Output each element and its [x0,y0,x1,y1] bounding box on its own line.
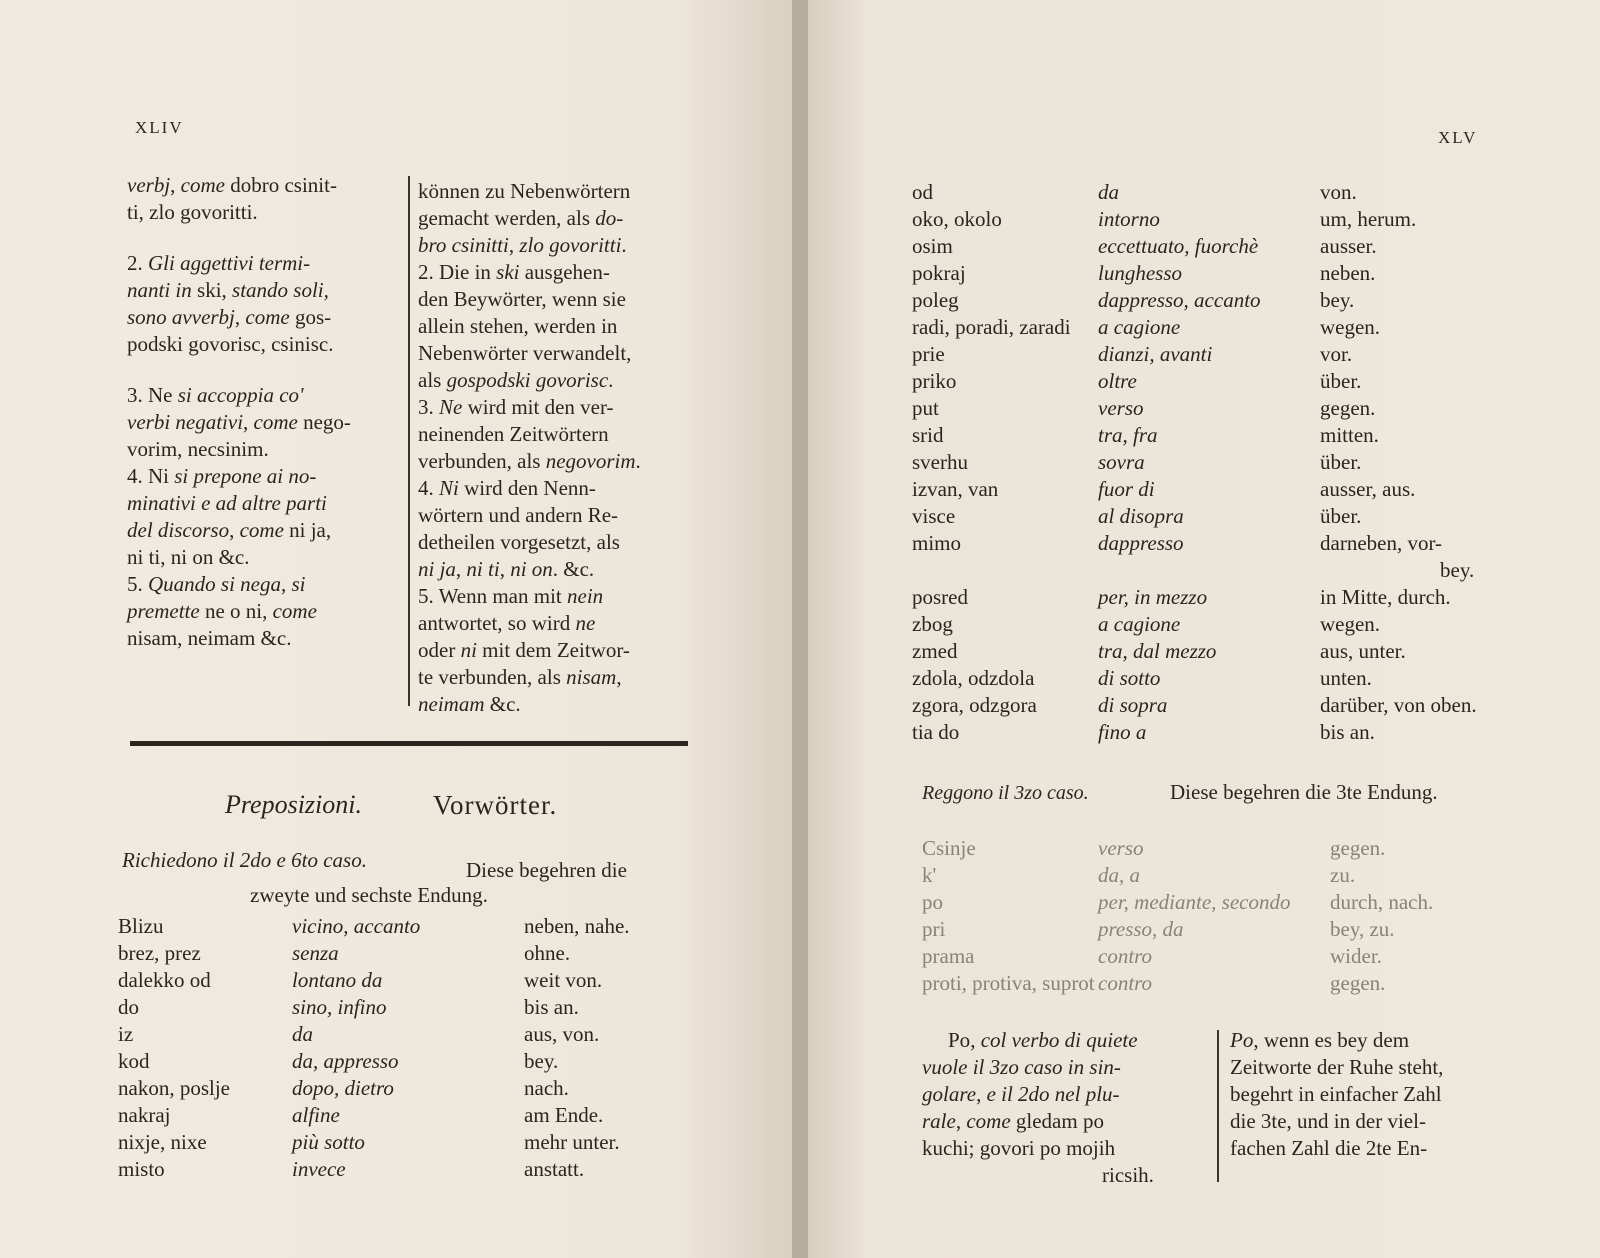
preposition-row [922,836,1512,863]
italian-gloss: vicino, accanto [292,914,421,938]
italian-gloss: intorno [1098,207,1160,231]
italian-gloss: alfine [292,1103,340,1127]
case3-note-italian: Reggono il 3zo caso. [922,782,1089,804]
german-gloss: gegen. [1330,836,1386,860]
german-gloss: um, herum. [1320,207,1417,231]
po-note-italian: Po, col verbo di quiete vuole il 3zo caso in sin- golare, e il 2do nel plu- rale, come gledam po kuchi; govori po mojih ricsih. [922,1028,1154,1187]
german-gloss: über. [1320,369,1362,393]
preposition-row [118,968,658,995]
italian-gloss: di sopra [1098,693,1168,717]
preposition-row [118,1049,658,1076]
italian-gloss: verso [1098,396,1144,420]
italian-gloss: da, a [1098,863,1140,887]
german-gloss: am Ende. [524,1103,604,1127]
preposition-row [922,917,1512,944]
croatian-term: posred [912,585,968,609]
german-gloss: aus, unter. [1320,639,1406,663]
italian-gloss: dopo, dietro [292,1076,394,1100]
preposition-row [912,531,1502,558]
case3-note-german: Diese begehren die 3te Endung. [1170,780,1438,804]
italian-gloss: tra, fra [1098,423,1158,447]
case-note-german-1: Diese begehren die [466,858,627,882]
croatian-term: prama [922,944,975,968]
italian-paragraph: 3. Ne si accoppia co' verbi negativi, come nego- vorim, necsinim. [127,383,351,461]
croatian-term: Blizu [118,914,164,938]
italian-gloss: al disopra [1098,504,1184,528]
german-gloss: darneben, vor- [1320,531,1443,555]
preposition-row [118,1022,658,1049]
german-gloss: wegen. [1320,612,1381,636]
croatian-term: zdola, odzdola [912,666,1035,690]
croatian-term: sverhu [912,450,968,474]
italian-gloss: da [1098,180,1119,204]
italian-paragraph: 5. Quando si nega, si premette ne o ni, come nisam, neimam &c. [127,572,317,650]
italian-gloss: senza [292,941,339,965]
german-gloss: bey. [1320,288,1355,312]
italian-gloss: tra, dal mezzo [1098,639,1217,663]
german-gloss: bis an. [524,995,579,1019]
italian-gloss: invece [292,1157,346,1181]
croatian-term: zmed [912,639,958,663]
preposition-row [118,914,658,941]
left-page-number: XLIV [135,118,184,137]
italian-gloss: per, in mezzo [1098,585,1208,609]
section-title-italian: Preposizioni. [225,790,362,819]
croatian-term: pri [922,917,946,941]
italian-gloss: dappresso [1098,531,1184,555]
croatian-term: prie [912,342,945,366]
prepositions-table-right [912,180,1502,747]
preposition-row [912,558,1502,585]
case-note-german-2: zweyte und sechste Endung. [250,883,488,907]
german-gloss: vor. [1320,342,1353,366]
croatian-term: po [922,890,943,914]
german-paragraph: 4. Ni wird den Nenn- wörtern und andern Re- detheilen vorgesetzt, als ni ja, ni ti, ni on. &c. [418,476,620,581]
croatian-term: put [912,396,939,420]
italian-gloss: per, mediante, secondo [1098,890,1291,914]
preposition-row [118,1103,658,1130]
preposition-row [118,1130,658,1157]
italian-gloss: contro [1098,944,1153,968]
prepositions-3rd-case-table [922,836,1512,998]
german-gloss: aus, von. [524,1022,600,1046]
preposition-row [912,342,1502,369]
croatian-term: osim [912,234,953,258]
column-divider [408,176,410,706]
book-gutter [792,0,808,1258]
italian-gloss: sino, infino [292,995,387,1019]
preposition-row [912,504,1502,531]
preposition-row [912,423,1502,450]
preposition-row [118,995,658,1022]
preposition-row [912,720,1502,747]
paragraph-gap [127,358,399,382]
croatian-term: nakraj [118,1103,171,1127]
italian-gloss: sovra [1098,450,1145,474]
italian-gloss: lontano da [292,968,383,992]
case-note-italian: Richiedono il 2do e 6to caso. [122,848,367,872]
croatian-term: brez, prez [118,941,201,965]
german-gloss: zu. [1330,863,1356,887]
preposition-row [922,944,1512,971]
italian-gloss: lunghesso [1098,261,1182,285]
croatian-term: iz [118,1022,134,1046]
preposition-row [912,585,1502,612]
german-gloss: unten. [1320,666,1372,690]
croatian-term: dalekko od [118,968,211,992]
german-gloss: darüber, von oben. [1320,693,1477,717]
german-gloss: weit von. [524,968,603,992]
preposition-row [912,261,1502,288]
italian-notes-column [127,172,399,652]
italian-paragraph: 4. Ni si prepone ai no- minativi e ad altre parti del discorso, come ni ja, ni ti, ni on &c. [127,464,332,569]
italian-gloss: fino a [1098,720,1147,744]
preposition-row [912,315,1502,342]
croatian-term: srid [912,423,944,447]
german-paragraph: 3. Ne wird mit den ver- neinenden Zeitwörtern verbunden, als negovorim. [418,395,641,473]
preposition-row [912,450,1502,477]
paragraph-gap [127,226,399,250]
croatian-term: tia do [912,720,960,744]
croatian-term: do [118,995,139,1019]
preposition-row [912,477,1502,504]
german-gloss: gegen. [1320,396,1376,420]
croatian-term: nixje, nixe [118,1130,207,1154]
croatian-term: od [912,180,933,204]
german-gloss: von. [1320,180,1357,204]
italian-gloss: da [292,1022,313,1046]
croatian-term: oko, okolo [912,207,1002,231]
german-gloss: neben, nahe. [524,914,630,938]
croatian-term: visce [912,504,956,528]
german-gloss: durch, nach. [1330,890,1434,914]
german-gloss: neben. [1320,261,1376,285]
german-paragraph: 5. Wenn man mit nein antwortet, so wird ne oder ni mit dem Zeitwor- te verbunden, als nisam, neimam &c. [418,584,630,716]
preposition-row [912,693,1502,720]
section-title-german: Vorwörter. [433,790,558,820]
german-gloss: über. [1320,504,1362,528]
italian-gloss: più sotto [292,1130,365,1154]
italian-gloss: presso, da [1098,917,1184,941]
italian-gloss: a cagione [1098,315,1181,339]
german-gloss: gegen. [1330,971,1386,995]
german-paragraph: können zu Nebenwörtern gemacht werden, als do- bro csinitti, zlo govoritti. [418,179,631,257]
german-gloss: ausser, aus. [1320,477,1416,501]
german-gloss: über. [1320,450,1362,474]
german-notes-column [418,178,690,718]
italian-paragraph: 2. Gli aggettivi termi- nanti in ski, stando soli, sono avverbj, come gos- podski govorisc, csinisc. [127,251,334,356]
croatian-term: proti, protiva, suprot [922,971,1095,995]
po-column-divider [1217,1030,1219,1182]
german-gloss: anstatt. [524,1157,585,1181]
preposition-row [912,639,1502,666]
croatian-term [912,558,1098,585]
preposition-row [912,207,1502,234]
prepositions-table-left [118,914,658,1184]
preposition-row [912,234,1502,261]
german-gloss: in Mitte, durch. [1320,585,1451,609]
preposition-row [912,180,1502,207]
italian-gloss: oltre [1098,369,1137,393]
croatian-term: nakon, poslje [118,1076,230,1100]
croatian-term: poleg [912,288,959,312]
italian-paragraph: verbj, come dobro csinit- ti, zlo govoritti. [127,173,337,224]
croatian-term: zbog [912,612,953,636]
croatian-term: radi, poradi, zaradi [912,315,1071,339]
german-gloss: mitten. [1320,423,1379,447]
preposition-row [912,666,1502,693]
german-gloss: nach. [524,1076,569,1100]
italian-gloss: fuor di [1098,477,1155,501]
croatian-term: izvan, van [912,477,999,501]
preposition-row [912,288,1502,315]
section-rule [130,741,688,746]
po-note-german: Po, wenn es bey dem Zeitworte der Ruhe steht, begehrt in einfacher Zahl die 3te, und in der viel- fachen Zahl die 2te En- [1230,1028,1444,1160]
german-gloss: wider. [1330,944,1382,968]
preposition-row [118,1157,658,1184]
preposition-row [118,941,658,968]
croatian-term: misto [118,1157,165,1181]
croatian-term: k' [922,863,937,887]
german-gloss: bey, zu. [1330,917,1395,941]
german-gloss: ausser. [1320,234,1377,258]
italian-gloss: dappresso, accanto [1098,288,1261,312]
preposition-row [922,971,1512,998]
croatian-term: zgora, odzgora [912,693,1037,717]
german-gloss: ohne. [524,941,571,965]
right-page-number: XLV [1438,128,1478,147]
italian-gloss: a cagione [1098,612,1181,636]
german-paragraph: 2. Die in ski ausgehen- den Beywörter, wenn sie allein stehen, werden in Nebenwörter verwandelt, als gospodski govorisc. [418,260,632,392]
preposition-row [912,612,1502,639]
german-gloss: bey. [524,1049,559,1073]
croatian-term: mimo [912,531,962,555]
german-gloss: bis an. [1320,720,1375,744]
italian-gloss: da, appresso [292,1049,399,1073]
german-gloss: bey. [1440,558,1475,582]
italian-gloss: contro [1098,971,1153,995]
preposition-row [912,369,1502,396]
german-gloss: wegen. [1320,315,1381,339]
italian-gloss: verso [1098,836,1144,860]
italian-gloss [1098,558,1320,585]
preposition-row [922,863,1512,890]
italian-gloss: eccettuato, fuorchè [1098,234,1259,258]
italian-gloss: dianzi, avanti [1098,342,1213,366]
croatian-term: pokraj [912,261,966,285]
croatian-term: priko [912,369,957,393]
german-gloss: mehr unter. [524,1130,620,1154]
croatian-term: Csinje [922,836,976,860]
croatian-term: kod [118,1049,150,1073]
preposition-row [922,890,1512,917]
preposition-row [912,396,1502,423]
preposition-row [118,1076,658,1103]
italian-gloss: di sotto [1098,666,1161,690]
